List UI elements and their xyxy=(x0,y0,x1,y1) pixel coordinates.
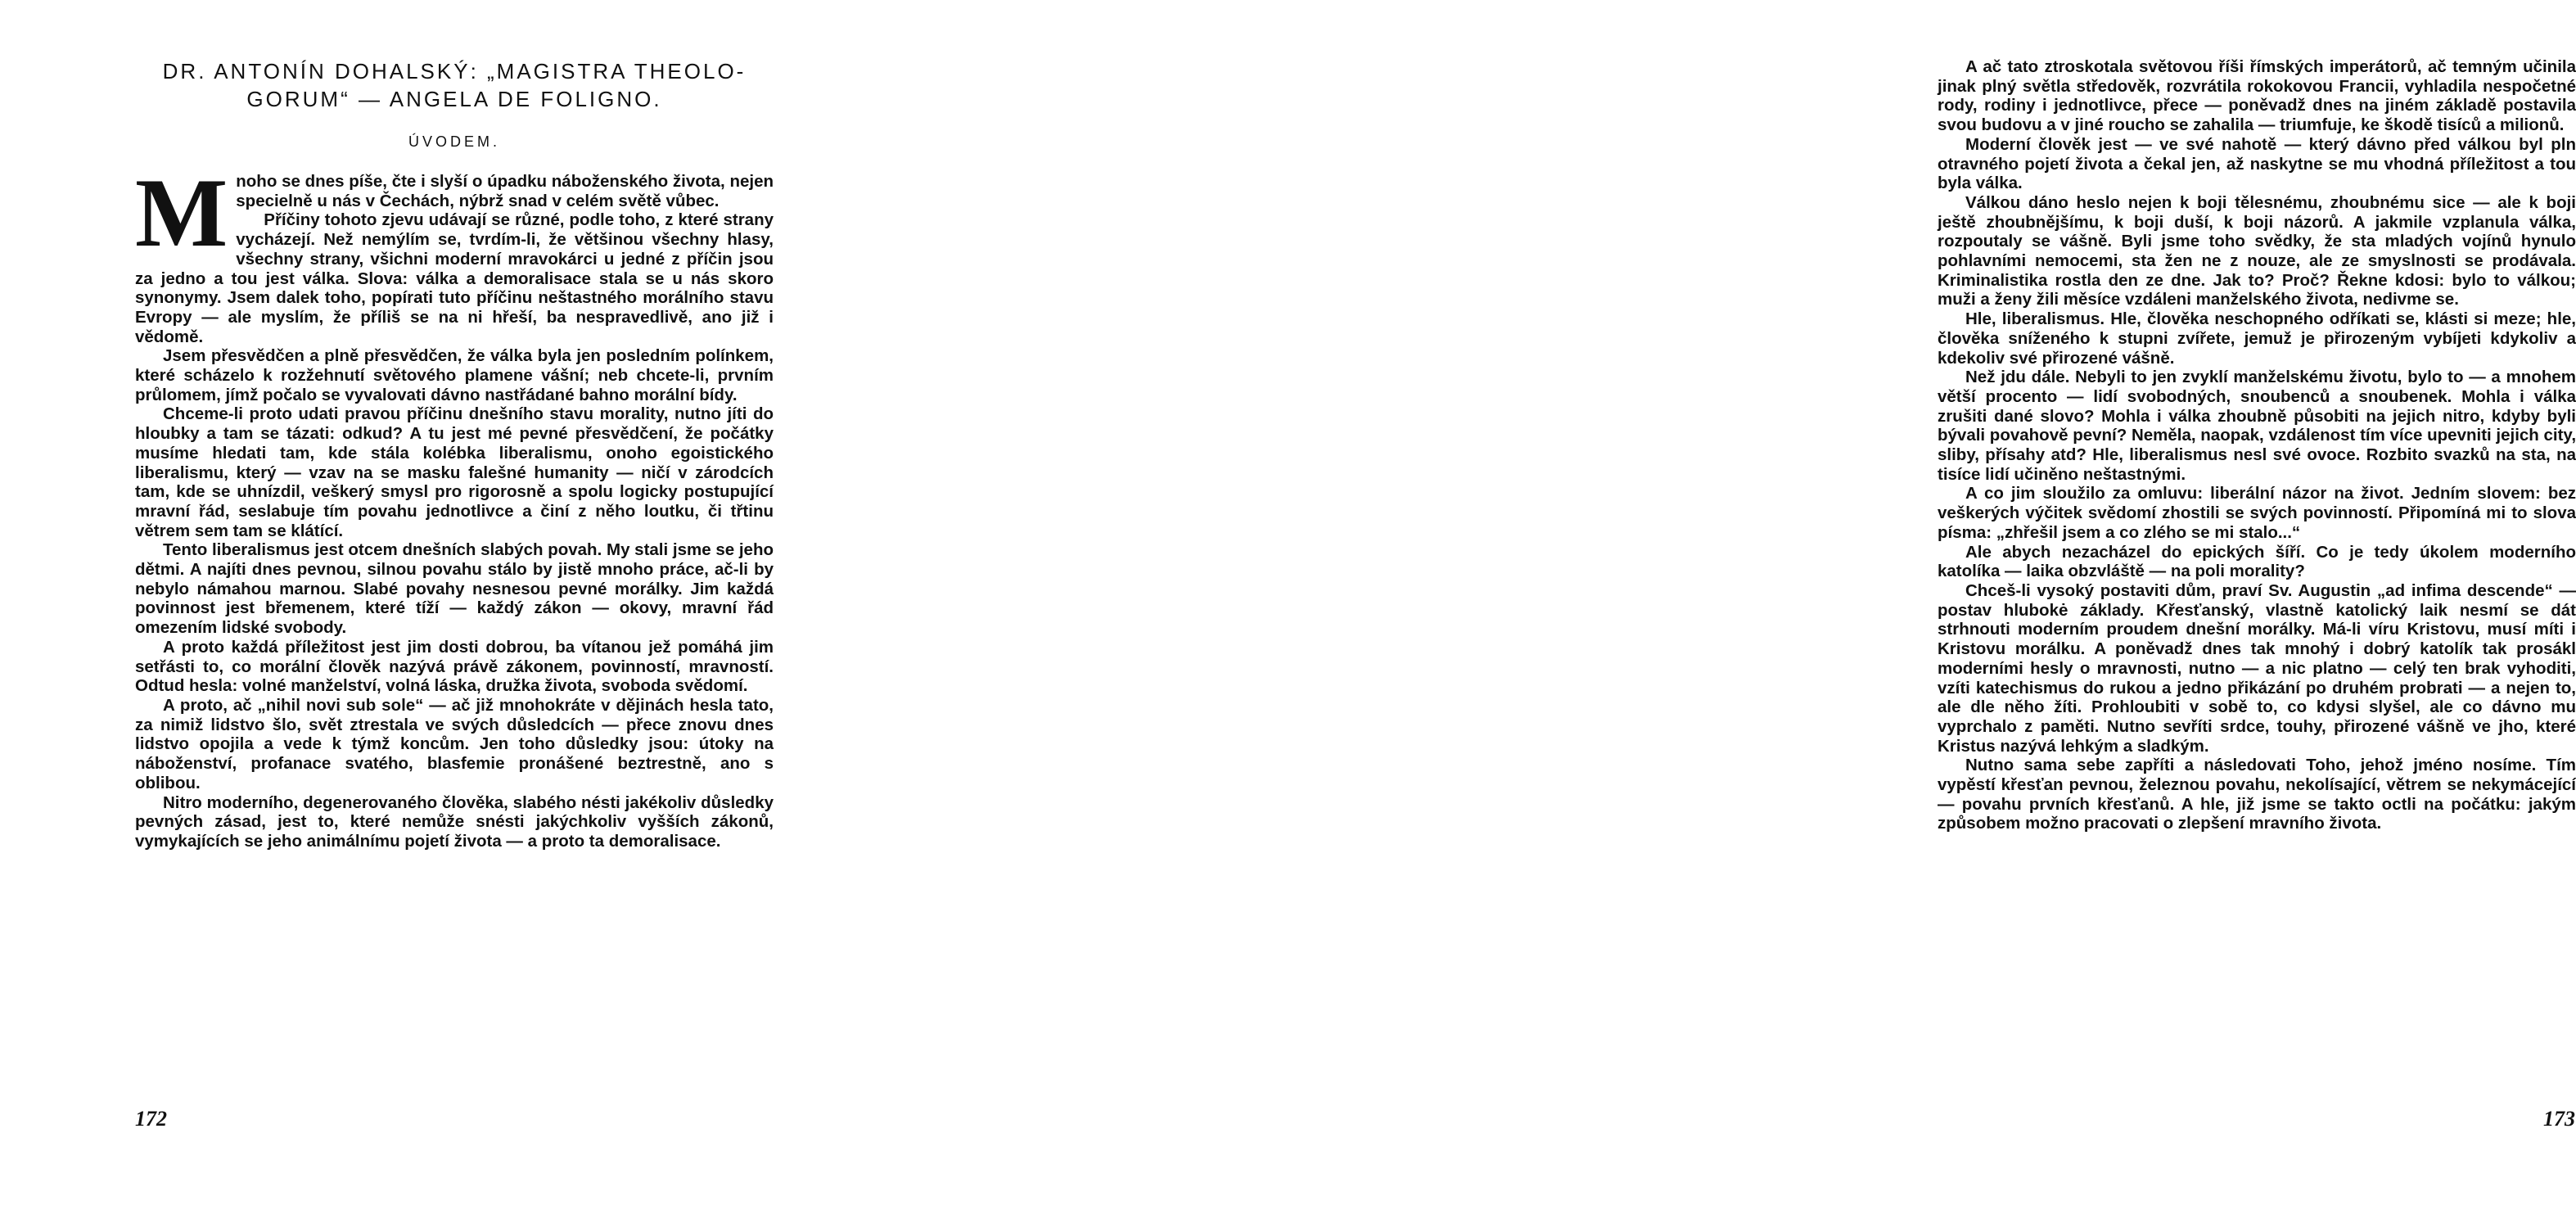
paragraph-text: noho se dnes píše, čte i slyší o úpadku náboženského života, nejen specielně u nás v Čechách, nýbrž snad v celém světě vůbec. xyxy=(236,172,774,210)
paragraph: Tento liberalismus jest otcem dnešních slabých povah. My stali jsme se jeho dětmi. A najíti dnes pevnou, silnou povahu stálo by jistě mnoho práce, ač-li by nebylo námahou marnou. Slabé povahy nesnesou pevné morálky. Jim každá povinnost jest břemenem, které tíží — každý zákon — okovy, mravní řád omezením lidské svobody. xyxy=(135,540,774,638)
paragraph: Moderní člověk jest — ve své nahotě — který dávno před válkou byl pln otravného pojetí života a čekal jen, až naskytne se mu vhodná příležitost a tou byla válka. xyxy=(1938,134,2576,193)
left-page xyxy=(0,0,901,1228)
paragraph: A proto, ač „nihil novi sub sole“ — ač již mnohokráte v dějinách hesla tato, za nimiž lidstvo šlo, svět ztrestala ve svých důsledcích — přece znovu dnes lidstvo opojila a vede k týmž koncům. Jen toho důsledky jsou: útoky na náboženství, profanace svatého, blasfemie pronášené beztrestně, ano s oblibou. xyxy=(135,695,774,792)
paragraph: Hle, liberalismus. Hle, člověka neschopného odříkati se, klásti si meze; hle, člověka sníženého k stupni zvířete, jemuž je přirozeným vybíjeti kdykoliv a kdekoliv své přirozené vášně. xyxy=(1938,309,2576,368)
paragraph: Chceme-li proto udati pravou příčinu dnešního stavu morality, nutno jíti do hloubky a tam se tázati: odkud? A tu jest mé pevné přesvědčení, že počátky musíme hledati tam, kde stála kolébka liberalismu, onoho egoistického liberalismu, který — vzav na se masku falešné humanity — ničí v zárodcích tam, kde se uhnízdil, veškerý smysl pro rigorosně a spolu logicky postupující mravní řád, seslabuje tím povahu jednotlivce a činí z něho loutku, či třtinu větrem sem tam se klátící. xyxy=(135,404,774,540)
right-page xyxy=(901,0,2576,1228)
paragraph: Nitro moderního, degenerovaného člověka, slabého nésti jakékoliv důsledky pevných zásad, jest to, které nemůže snésti jakýchkoliv vyšších zákonů, vymykajících se jeho animálnímu pojetí života — a proto ta demoralisace. xyxy=(135,792,774,851)
paragraph: Chceš-li vysoký postaviti dům, praví Sv. Augustin „ad infima descende“ — postav hlubokė základy. Křesťanský, vlastně katolický laik nesmí se dát strhnouti moderním proudem dnešní morálky. Má-li víru Kristovu, musí míti i Kristovu morálku. A poněvadž dnes tak mnohý i dobrý katolík tak prosákl moderními hesly o mravnosti, nutno — a nic platno — celý ten brak vyhoditi, vzíti katechismus do rukou a jedno přikázání po druhém probrati — a nejen to, ale dle něho žíti. Prohloubiti v sobě to, co kdysi slyšel, ale co dávno mu vyprchalo z paměti. Nutno sevříti srdce, touhy, přirozené vášně ve jho, které Kristus nazývá lehkým a sladkým. xyxy=(1938,580,2576,756)
section-heading: ÚVODEM. xyxy=(408,133,500,150)
drop-cap: M xyxy=(135,158,228,267)
paragraph: Válkou dáno heslo nejen k boji tělesnému, zhoubnému sice — ale k boji ještě zhoubnějšímu, k boji duší, k boji názorů. A jakmile vzplanula válka, rozpoutaly se vášně. Byli jsme toho svědky, že sta mladých vojínů hynulo pohlavními nemocemi, sta žen ne z nouze, ale ze smyslnosti se prodávala. Kriminalistika rostla den ze dne. Jak to? Proč? Řekne kdosi: bylo to válkou; muži a ženy žili měsíce vzdáleni manželského života, nedivme se. xyxy=(1938,192,2576,309)
paragraph: Nutno sama sebe zapříti a následovati Toho, jehož jméno nosíme. Tím vypěstí křesťan pevnou, železnou povahu, nekolísající, větrem se nekymácející — povahu prvních křesťanů. A hle, již jsme se takto octli na počátku: jakým způsobem možno pracovati o zlepšení mravního života. xyxy=(1938,756,2576,833)
page-number: 172 xyxy=(135,1107,167,1131)
paragraph: A ač tato ztroskotala světovou říši římských imperátorů, ač temným učinila jinak plný světla středověk, rozvrátila rokokovou Francii, vyhladila nespočetné rody, rodiny i jednotlivce, přece — poněvadž dnes na jiném základě postavila svou budovu a v jiné roucho se zahalila — triumfuje, ke škodě tisíců a milionů. xyxy=(1938,57,2576,135)
paragraph xyxy=(135,158,774,267)
paragraph: Než jdu dále. Nebyli to jen zvyklí manželskému životu, bylo to — a mnohem větší procento — lidí svobodných, snoubenců a snoubenek. Mohla i válka zrušiti dané slovo? Mohla i válka zhoubně působiti na jejich nitro, kdyby byli bývali povahově pevní? Neměla, naopak, vzdálenost tím více upevniti jejich city, sliby, přísahy atd? Hle, liberalismus nesl své ovoce. Rozbito svazků na sta, na tisíce lidí učiněno neštastnými. xyxy=(1938,368,2576,484)
paragraph: A proto každá příležitost jest jim dosti dobrou, ba vítanou jež pomáhá jim setřásti to, co morální člověk nazývá právě zákonem, povinností, mravností. Odtud hesla: volné manželství, volná láska, družka života, svoboda svědomí. xyxy=(135,637,774,696)
paragraph: Jsem přesvědčen a plně přesvědčen, že válka byla jen posledním polínkem, které scházelo k rozžehnutí světového plamene vášní; neb chcete-li, prvním průlomem, jímž počalo se vyvalovati dávno nastřádané bahno morální bídy. xyxy=(135,346,774,404)
right-page-body xyxy=(1938,57,2576,833)
left-page-body xyxy=(135,158,774,851)
paragraph: A co jim sloužilo za omluvu: liberální názor na život. Jedním slovem: bez veškerých výčitek svědomí zhostili se svých povinností. Připomíná mi to slova písma: „zhřešil jsem a co zlého se mi stalo...“ xyxy=(1938,484,2576,542)
article-title-line-1: DR. ANTONÍN DOHALSKÝ: „MAGISTRA THEOLO- xyxy=(162,59,747,84)
article-title xyxy=(135,57,774,113)
page-number: 173 xyxy=(2543,1107,2575,1131)
article-title-line-2: GORUM“ — ANGELA DE FOLIGNO. xyxy=(246,87,662,111)
paragraph: Ale abych nezacházel do epických šíří. Co je tedy úkolem moderního katolíka — laika obzvláště — na poli morality? xyxy=(1938,542,2576,581)
paragraph: Příčiny tohoto zjevu udávají se různé, podle toho, z které strany vycházejí. Než nemýlím se, tvrdím-li, že většinou všechny hlasy, všechny strany, všichni moderní mravokárci u jedné z příčin jsou za jedno a tou jest válka. Slova: válka a demoralisace stala se u nás skoro synonymy. Jsem dalek toho, popírati tuto příčinu neštastného morálního stavu Evropy — ale myslím, že příliš se na ni hřeší, ba nespravedlivě, ano již i vědomě. xyxy=(135,210,774,346)
